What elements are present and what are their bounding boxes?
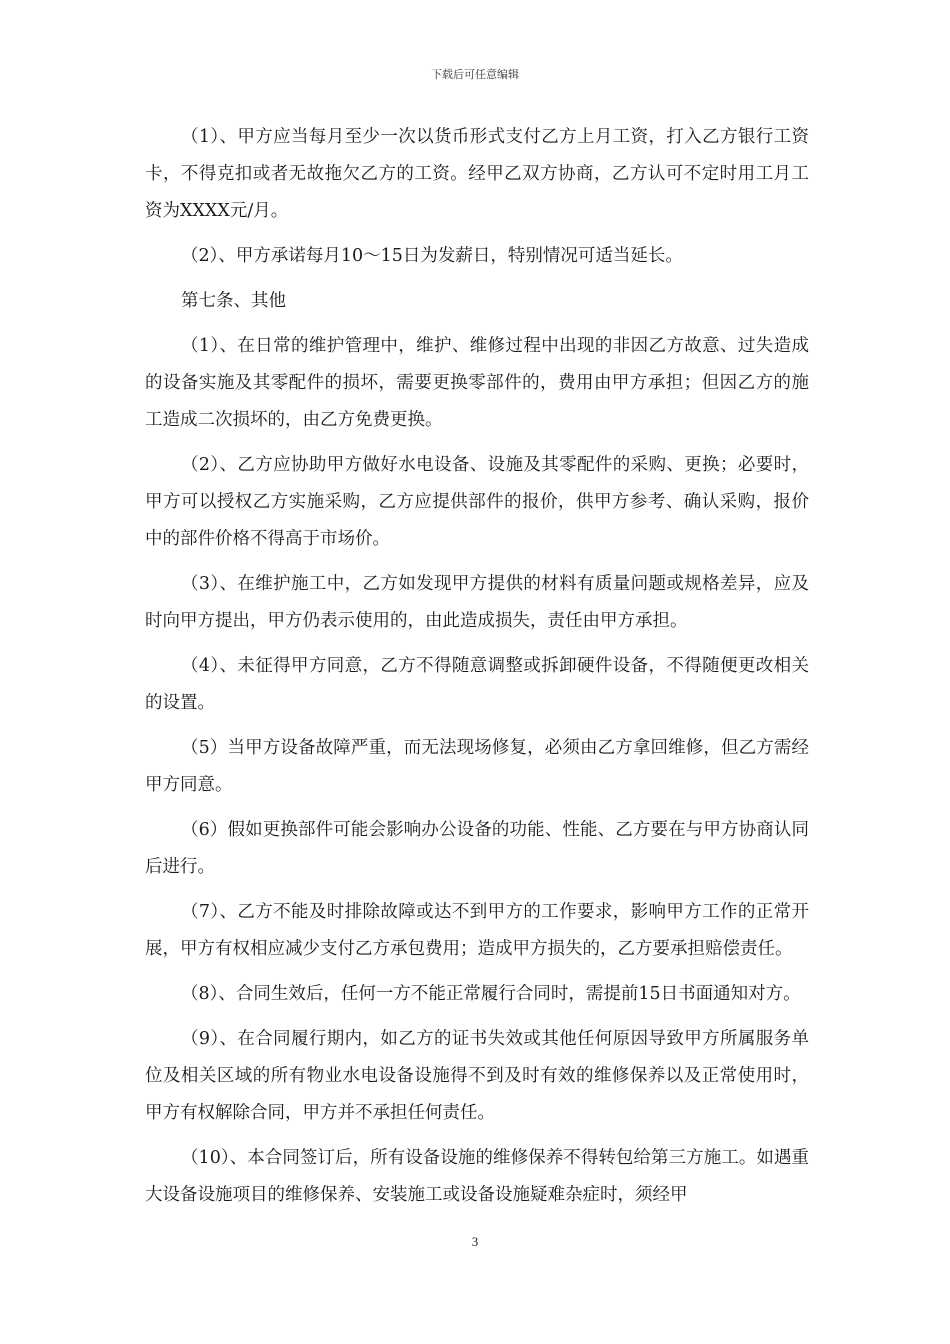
paragraph-clause-7: （7）、乙方不能及时排除故障或达不到甲方的工作要求，影响甲方工作的正常开展，甲方有权相应减少支付乙方承包费用；造成甲方损失的，乙方要承担赔偿责任。 (145, 902, 809, 959)
paragraph-clause-8: （8）、合同生效后，任何一方不能正常履行合同时，需提前15日书面通知对方。 (181, 984, 801, 1004)
paragraph-clause-9: （9）、在合同履行期内，如乙方的证书失效或其他任何原因导致甲方所属服务单位及相关区域的所有物业水电设备设施得不到及时有效的维修保养以及正常使用时，甲方有权解除合同，甲方并不承担任何责任。 (145, 1029, 809, 1123)
paragraph-clause-2: （2）、乙方应协助甲方做好水电设备、设施及其零配件的采购、更换；必要时，甲方可以授权乙方实施采购，乙方应提供部件的报价，供甲方参考、确认采购，报价中的部件价格不得高于市场价。 (145, 455, 809, 549)
paragraph-clause-6: （6）假如更换部件可能会影响办公设备的功能、性能、乙方要在与甲方协商认同后进行。 (145, 820, 809, 877)
paragraph-clause-1: （1）、在日常的维护管理中，维护、维修过程中出现的非因乙方故意、过失造成的设备实施及其零配件的损坏，需要更换零部件的，费用由甲方承担；但因乙方的施工造成二次损坏的，由乙方免费更换。 (145, 336, 809, 430)
paragraph-wage-payment: （1）、甲方应当每月至少一次以货币形式支付乙方上月工资，打入乙方银行工资卡，不得克扣或者无故拖欠乙方的工资。经甲乙双方协商，乙方认可不定时用工月工资为XXXX元/月。 (145, 127, 809, 221)
paragraph-payday: （2）、甲方承诺每月10～15日为发薪日，特别情况可适当延长。 (181, 246, 683, 266)
page-number: 3 (471, 1234, 479, 1249)
paragraph-clause-10: （10）、本合同签订后，所有设备设施的维修保养不得转包给第三方施工。如遇重大设备设施项目的维修保养、安装施工或设备设施疑难杂症时，须经甲 (145, 1148, 809, 1205)
section-heading-article-7: 第七条、其他 (181, 291, 286, 311)
page-header: 下载后可任意编辑 (431, 68, 519, 81)
paragraph-clause-3: （3）、在维护施工中，乙方如发现甲方提供的材料有质量问题或规格差异，应及时向甲方提出，甲方仍表示使用的，由此造成损失，责任由甲方承担。 (145, 574, 809, 631)
paragraph-clause-4: （4）、未征得甲方同意，乙方不得随意调整或拆卸硬件设备，不得随便更改相关的设置。 (145, 656, 809, 713)
document-body (145, 119, 809, 1222)
paragraph-clause-5: （5）当甲方设备故障严重，而无法现场修复，必须由乙方拿回维修，但乙方需经甲方同意。 (145, 738, 809, 795)
